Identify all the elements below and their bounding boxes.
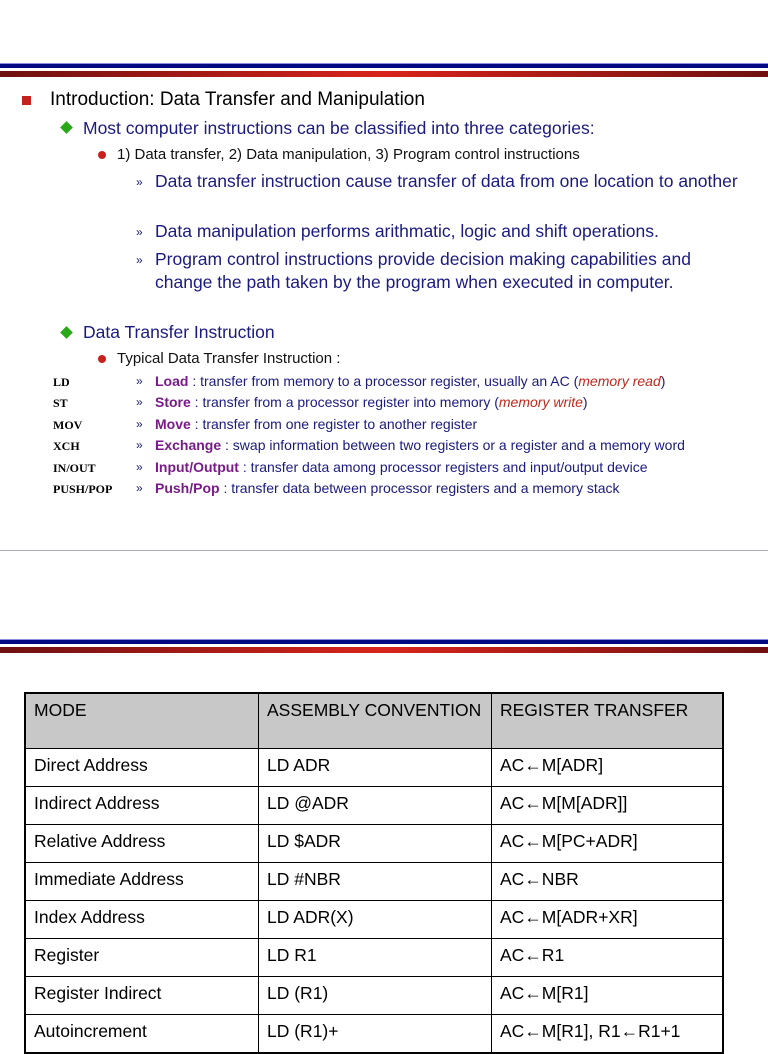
- table-cell: LD $ADR: [259, 825, 492, 863]
- instr-item: [155, 459, 648, 475]
- instr-desc: : transfer from one register to another register: [190, 415, 478, 432]
- instr-name: Load: [155, 373, 189, 389]
- header-rule-red: [0, 647, 768, 653]
- subheading-categories: Most computer instructions can be classified into three categories:: [83, 118, 595, 138]
- header-assembly: ASSEMBLY CONVENTION: [259, 693, 492, 749]
- table-cell: AC←M[PC+ADR]: [492, 825, 724, 863]
- table-row: [25, 901, 723, 939]
- header-rule-red: [0, 71, 768, 77]
- detail-data-transfer: Data transfer instruction cause transfer of data from one location to another: [155, 171, 738, 191]
- detail-program-control: Program control instructions provide decision making capabilities and change the path taken by the program when executed in computer.: [155, 249, 691, 292]
- raquo-icon: »: [136, 175, 143, 189]
- dot-bullet-icon: [98, 151, 106, 159]
- table-cell: AC←M[R1]: [492, 977, 724, 1015]
- slide-title: Introduction: Data Transfer and Manipulation: [50, 89, 425, 110]
- instr-desc: : transfer data between processor registers and a memory stack: [219, 480, 620, 496]
- instr-name: Input/Output: [155, 458, 239, 475]
- instr-item: [155, 373, 665, 389]
- table-row: [25, 977, 723, 1015]
- table-cell: Immediate Address: [25, 863, 259, 901]
- instr-item: [155, 416, 477, 432]
- instr-code: IN/OUT: [53, 460, 96, 475]
- table-cell: LD @ADR: [259, 787, 492, 825]
- detail-data-manipulation: Data manipulation performs arithmatic, logic and shift operations.: [155, 221, 659, 241]
- table-cell: LD ADR(X): [259, 901, 492, 939]
- instr-name: Move: [155, 415, 191, 432]
- header-mode: MODE: [25, 693, 259, 749]
- table-cell: AC←M[ADR]: [492, 749, 724, 787]
- raquo-icon: »: [136, 374, 143, 388]
- table-cell: Register Indirect: [25, 977, 259, 1015]
- instr-name: Push/Pop: [155, 480, 220, 496]
- addressing-modes-table: [24, 692, 724, 1054]
- table-row: [25, 863, 723, 901]
- raquo-icon: »: [136, 438, 143, 453]
- raquo-icon: »: [136, 459, 143, 474]
- header-rule-blue: [0, 639, 768, 644]
- raquo-icon: »: [136, 395, 143, 410]
- header-register-transfer: REGISTER TRANSFER: [492, 693, 724, 749]
- diamond-bullet-icon: [60, 326, 73, 339]
- slide-divider: [0, 550, 768, 551]
- table-row: [25, 825, 723, 863]
- instr-note: memory write: [498, 394, 583, 411]
- table-cell: Direct Address: [25, 749, 259, 787]
- table-cell: Register: [25, 939, 259, 977]
- table-cell: AC←R1: [492, 939, 724, 977]
- raquo-icon: »: [136, 253, 143, 267]
- table-cell: LD #NBR: [259, 863, 492, 901]
- table-row: [25, 1015, 723, 1054]
- dot-bullet-icon: [98, 355, 106, 363]
- square-bullet-icon: [22, 96, 31, 105]
- header-rule-blue: [0, 63, 768, 68]
- raquo-icon: »: [136, 481, 143, 495]
- table-cell: LD (R1): [259, 977, 492, 1015]
- instr-desc: : transfer from a processor register into memory (: [190, 394, 499, 411]
- instr-code: LD: [53, 375, 70, 389]
- table-cell: Indirect Address: [25, 787, 259, 825]
- table-cell: AC←M[R1], R1←R1+1: [492, 1015, 724, 1054]
- diamond-bullet-icon: [60, 121, 73, 134]
- instr-item: [155, 480, 620, 496]
- instr-desc: : transfer data among processor registers and input/output device: [238, 458, 648, 475]
- instr-code: PUSH/POP: [53, 482, 113, 496]
- table-row: [25, 939, 723, 977]
- instr-desc: : transfer from memory to a processor register, usually an AC (: [188, 373, 579, 389]
- instr-end: ): [660, 373, 666, 389]
- instr-desc: : swap information between two registers or a register and a memory word: [221, 437, 685, 454]
- raquo-icon: »: [136, 416, 143, 431]
- table-cell: LD (R1)+: [259, 1015, 492, 1054]
- table-cell: AC←M[M[ADR]]: [492, 787, 724, 825]
- categories-list: 1) Data transfer, 2) Data manipulation, 3) Program control instructions: [117, 146, 580, 163]
- table-cell: LD R1: [259, 939, 492, 977]
- instr-end: ): [582, 394, 588, 411]
- instr-item: [155, 437, 685, 453]
- table-cell: LD ADR: [259, 749, 492, 787]
- instr-code: ST: [53, 396, 68, 411]
- table-row: [25, 749, 723, 787]
- raquo-icon: »: [136, 225, 143, 239]
- instr-note: memory read: [578, 373, 661, 389]
- typical-instructions-label: Typical Data Transfer Instruction :: [117, 350, 341, 367]
- instr-item: [155, 394, 588, 410]
- table-cell: Index Address: [25, 901, 259, 939]
- table-cell: Autoincrement: [25, 1015, 259, 1054]
- instr-code: XCH: [53, 439, 80, 454]
- instr-name: Store: [155, 394, 191, 411]
- table-cell: AC←NBR: [492, 863, 724, 901]
- table-row: [25, 787, 723, 825]
- table-cell: Relative Address: [25, 825, 259, 863]
- instr-code: MOV: [53, 417, 83, 432]
- table-header-row: [25, 693, 723, 749]
- subheading-data-transfer: Data Transfer Instruction: [83, 322, 275, 342]
- instr-name: Exchange: [155, 437, 222, 454]
- table-cell: AC←M[ADR+XR]: [492, 901, 724, 939]
